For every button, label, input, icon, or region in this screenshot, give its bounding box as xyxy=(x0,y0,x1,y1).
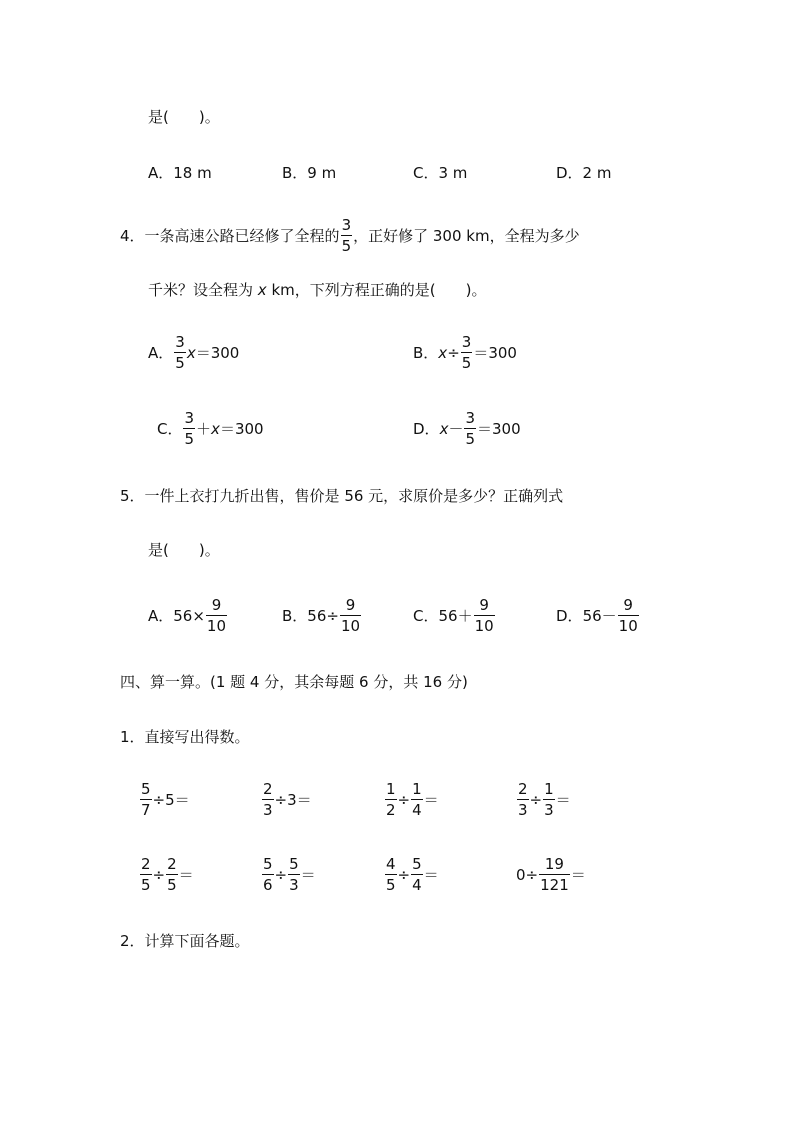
division-sign: ÷ xyxy=(274,865,288,884)
fraction-numerator: 9 xyxy=(479,596,489,614)
fraction-denominator: 5 xyxy=(465,430,476,448)
fraction-denominator: 10 xyxy=(474,617,494,635)
q4-line2-pre: 千米？设全程为 xyxy=(148,281,258,299)
fraction-denominator: 4 xyxy=(412,876,422,894)
division-sign: ÷ xyxy=(525,865,539,884)
option-label: C． xyxy=(157,419,183,438)
variable-x: x xyxy=(438,343,448,362)
q5-option-d-fraction xyxy=(618,598,639,634)
fraction-denominator: 3 xyxy=(289,876,299,894)
division-sign: ÷ xyxy=(397,790,411,809)
equals-sign: ＝ xyxy=(423,790,439,809)
q4-line2-post: km，下列方程正确的是( )。 xyxy=(266,281,487,299)
q4-line1-fraction xyxy=(341,218,353,254)
option-label: D． xyxy=(556,606,583,625)
expression-prefix: 56× xyxy=(173,606,205,625)
equals-sign: ＝ xyxy=(178,865,194,884)
calc-fraction xyxy=(517,782,529,818)
q4-option-b xyxy=(413,335,517,371)
division-sign: ÷ xyxy=(274,790,288,809)
division-sign: ÷ xyxy=(152,790,166,809)
fraction-numerator: 9 xyxy=(623,596,633,614)
fraction-numerator: 2 xyxy=(518,780,528,798)
section4-sub1: 1．直接写出得数。 xyxy=(120,728,250,746)
q4-line2-var: x xyxy=(257,281,267,299)
expression-prefix: 56＋ xyxy=(438,606,473,625)
option-label: B． xyxy=(413,343,439,362)
fraction-denominator: 3 xyxy=(544,801,554,819)
q4-option-a xyxy=(148,335,239,371)
fraction-numerator: 3 xyxy=(461,333,472,351)
q5-line1 xyxy=(120,489,563,504)
q4-number: 4． xyxy=(120,226,145,245)
fraction-denominator: 5 xyxy=(341,237,352,255)
fraction-denominator: 5 xyxy=(461,354,472,372)
fraction-denominator: 10 xyxy=(340,617,361,635)
q5-line1-text: 一件上衣打九折出售，售价是 56 元，求原价是多少？正确列式 xyxy=(144,487,564,505)
calc-fraction xyxy=(411,782,423,818)
option-label: B． xyxy=(282,606,308,625)
fraction-denominator: 7 xyxy=(141,801,151,819)
fraction-numerator: 3 xyxy=(175,333,185,351)
calc-item xyxy=(384,782,439,818)
q5-option-a xyxy=(148,598,228,634)
fraction-numerator: 19 xyxy=(544,855,564,873)
option-label: A． xyxy=(148,606,174,625)
q5-option-c-fraction xyxy=(474,598,495,634)
calc-fraction xyxy=(539,857,570,893)
equation-rest: ＝300 xyxy=(219,419,264,438)
calc-item xyxy=(139,857,194,893)
q4-option-c xyxy=(157,411,264,447)
equals-sign: ＝ xyxy=(555,790,571,809)
calc-fraction xyxy=(385,857,397,893)
calc-operand: 3 xyxy=(287,790,297,809)
calc-fraction xyxy=(411,857,423,893)
expression-prefix: 56÷ xyxy=(307,606,339,625)
equals-sign: ＝ xyxy=(570,865,586,884)
q4-option-d xyxy=(413,411,521,447)
q4-line1-post: ，正好修了 300 km，全程为多少 xyxy=(353,226,580,245)
fraction-numerator: 3 xyxy=(341,216,352,234)
fraction-numerator: 5 xyxy=(412,855,422,873)
fraction-numerator: 5 xyxy=(263,855,273,873)
calc-item xyxy=(261,857,316,893)
q4-option-c-fraction xyxy=(183,411,195,447)
q3-option-a: A．18 m xyxy=(148,164,212,182)
equation-rest: ＝300 xyxy=(473,343,517,362)
equals-sign: ＝ xyxy=(300,865,316,884)
fraction-denominator: 5 xyxy=(386,876,396,894)
fraction-numerator: 5 xyxy=(289,855,299,873)
q4-line1-pre: 一条高速公路已经修了全程的 xyxy=(144,226,340,245)
division-sign: ÷ xyxy=(529,790,543,809)
calc-item xyxy=(516,857,586,893)
fraction-numerator: 3 xyxy=(184,409,195,427)
fraction-denominator: 5 xyxy=(167,876,177,894)
variable-x: x xyxy=(211,419,220,438)
fraction-numerator: 2 xyxy=(263,780,273,798)
equals-sign: ＝ xyxy=(423,865,439,884)
q4-line1 xyxy=(120,218,580,254)
expression-prefix: 56－ xyxy=(582,606,617,625)
division-sign: ÷ xyxy=(152,865,166,884)
q4-line2 xyxy=(148,283,486,298)
minus-sign: － xyxy=(448,419,464,438)
fraction-numerator: 3 xyxy=(465,409,476,427)
calc-fraction xyxy=(262,857,274,893)
calc-fraction xyxy=(140,782,152,818)
fraction-denominator: 10 xyxy=(206,617,227,635)
fraction-denominator: 10 xyxy=(618,617,638,635)
fraction-numerator: 9 xyxy=(211,596,222,614)
fraction-numerator: 5 xyxy=(141,780,151,798)
calc-fraction xyxy=(140,857,152,893)
q5-line2: 是( )。 xyxy=(148,541,220,559)
fraction-denominator: 3 xyxy=(263,801,273,819)
variable-x: x xyxy=(439,419,449,438)
fraction-denominator: 5 xyxy=(184,430,195,448)
division-sign: ÷ xyxy=(397,865,411,884)
q4-option-a-fraction xyxy=(174,335,186,371)
calc-item xyxy=(261,782,312,818)
fraction-numerator: 1 xyxy=(386,780,396,798)
q5-number: 5． xyxy=(120,487,145,505)
equation-rest: ＝300 xyxy=(477,419,521,438)
fraction-numerator: 4 xyxy=(386,855,396,873)
equals-sign: ＝ xyxy=(174,790,190,809)
fraction-denominator: 3 xyxy=(518,801,528,819)
fraction-denominator: 6 xyxy=(263,876,273,894)
calc-fraction xyxy=(385,782,397,818)
fraction-numerator: 2 xyxy=(141,855,151,873)
equals-sign: ＝ xyxy=(296,790,312,809)
q3-option-c: C．3 m xyxy=(413,164,468,182)
q5-option-c xyxy=(413,598,496,634)
fraction-denominator: 5 xyxy=(175,354,185,372)
calc-fraction xyxy=(288,857,300,893)
calc-operand: 0 xyxy=(516,865,526,884)
calc-item xyxy=(516,782,571,818)
fraction-denominator: 121 xyxy=(540,876,569,894)
fraction-denominator: 5 xyxy=(141,876,151,894)
calc-fraction xyxy=(543,782,555,818)
option-label: C． xyxy=(413,606,439,625)
fraction-numerator: 2 xyxy=(167,855,177,873)
q4-option-b-fraction xyxy=(461,335,473,371)
calc-operand: 5 xyxy=(165,790,175,809)
q3-option-d: D．2 m xyxy=(556,164,612,182)
section4-heading: 四、算一算。(1 题 4 分，其余每题 6 分，共 16 分) xyxy=(120,673,468,691)
q5-option-b-fraction xyxy=(340,598,361,634)
q3-option-b: B．9 m xyxy=(282,164,337,182)
q5-option-d xyxy=(556,598,640,634)
q5-option-b xyxy=(282,598,362,634)
plus-sign: ＋ xyxy=(196,419,212,438)
q4-option-d-fraction xyxy=(464,411,476,447)
calc-item xyxy=(139,782,190,818)
division-sign: ÷ xyxy=(447,343,460,362)
equation-rest: ＝300 xyxy=(195,343,240,362)
fraction-numerator: 1 xyxy=(544,780,554,798)
calc-item xyxy=(384,857,439,893)
calc-fraction xyxy=(166,857,178,893)
variable-x: x xyxy=(186,343,196,362)
fraction-numerator: 1 xyxy=(412,780,422,798)
option-label: A． xyxy=(148,343,174,362)
q3-tail: 是( )。 xyxy=(148,108,220,126)
q5-option-a-fraction xyxy=(206,598,227,634)
option-label: D． xyxy=(413,419,440,438)
calc-fraction xyxy=(262,782,274,818)
fraction-denominator: 2 xyxy=(386,801,396,819)
section4-sub2: 2．计算下面各题。 xyxy=(120,932,250,950)
fraction-numerator: 9 xyxy=(345,596,356,614)
fraction-denominator: 4 xyxy=(412,801,422,819)
